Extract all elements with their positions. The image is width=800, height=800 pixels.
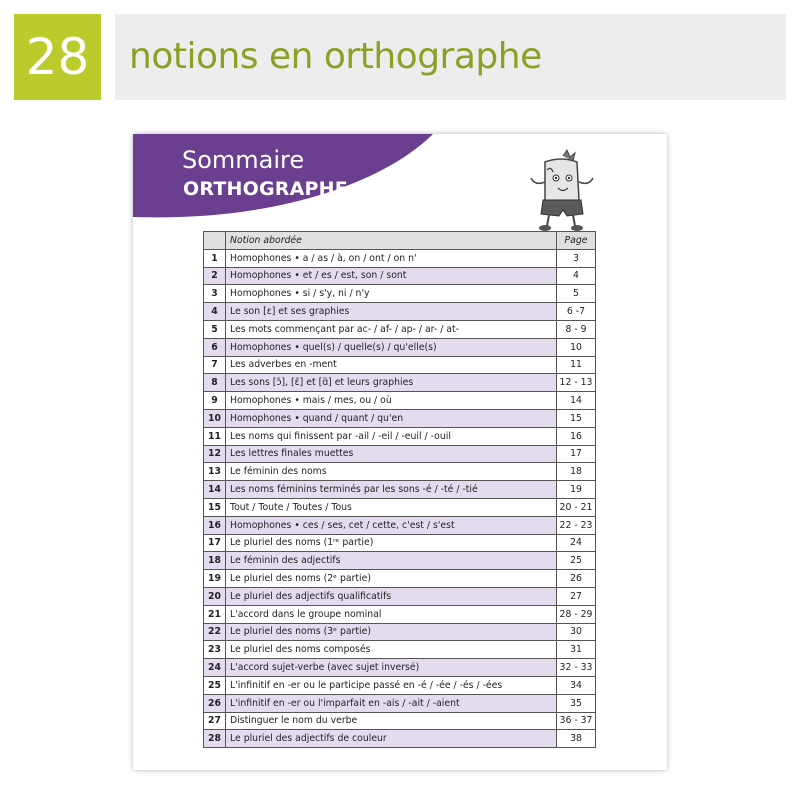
row-number: 22 [204,623,226,641]
row-page: 26 [557,570,596,588]
row-page: 27 [557,587,596,605]
row-notion: L'accord dans le groupe nominal [226,605,557,623]
row-number: 24 [204,659,226,677]
column-header-number [204,232,226,250]
row-notion: Le pluriel des noms (3ᵉ partie) [226,623,557,641]
row-page: 15 [557,409,596,427]
row-number: 6 [204,338,226,356]
row-notion: Les mots commençant par ac- / af- / ap- / ar- / at- [226,320,557,338]
row-number: 19 [204,570,226,588]
row-number: 28 [204,730,226,748]
row-number: 12 [204,445,226,463]
table-row [204,712,596,730]
table-row [204,730,596,748]
table-row [204,516,596,534]
row-page: 36 - 37 [557,712,596,730]
row-notion: Homophones • quel(s) / quelle(s) / qu'elle(s) [226,338,557,356]
row-page: 22 - 23 [557,516,596,534]
table-row [204,249,596,267]
chapter-number-badge: 28 [14,14,101,100]
row-page: 19 [557,481,596,499]
row-number: 8 [204,374,226,392]
row-number: 2 [204,267,226,285]
row-page: 14 [557,392,596,410]
row-page: 17 [557,445,596,463]
title-bar [115,14,786,100]
table-row [204,694,596,712]
row-number: 14 [204,481,226,499]
table-row [204,285,596,303]
table-row [204,552,596,570]
row-number: 5 [204,320,226,338]
row-notion: Tout / Toute / Toutes / Tous [226,498,557,516]
row-page: 31 [557,641,596,659]
table-row [204,392,596,410]
column-header-page: Page [557,232,596,250]
row-notion: L'infinitif en -er ou le participe passé en -é / -ée / -és / -ées [226,676,557,694]
row-notion: Le féminin des noms [226,463,557,481]
row-number: 26 [204,694,226,712]
row-number: 16 [204,516,226,534]
row-notion: Homophones • ces / ses, cet / cette, c'est / s'est [226,516,557,534]
row-number: 15 [204,498,226,516]
row-number: 4 [204,303,226,321]
table-row [204,570,596,588]
row-page: 16 [557,427,596,445]
table-row [204,409,596,427]
row-notion: Le pluriel des adjectifs de couleur [226,730,557,748]
table-row [204,463,596,481]
mascot-icon [523,148,598,233]
row-notion: L'accord sujet-verbe (avec sujet inversé) [226,659,557,677]
row-page: 32 - 33 [557,659,596,677]
row-notion: Les lettres finales muettes [226,445,557,463]
row-page: 20 - 21 [557,498,596,516]
row-notion: Homophones • a / as / à, on / ont / on n' [226,249,557,267]
column-header-notion: Notion abordée [226,232,557,250]
row-page: 8 - 9 [557,320,596,338]
row-page: 11 [557,356,596,374]
row-notion: Distinguer le nom du verbe [226,712,557,730]
page-title: notions en orthographe [129,36,542,77]
table-row [204,623,596,641]
row-notion: Homophones • si / s'y, ni / n'y [226,285,557,303]
table-row [204,659,596,677]
row-notion: Les noms qui finissent par -ail / -eil / -euil / -ouil [226,427,557,445]
row-number: 27 [204,712,226,730]
row-notion: Homophones • et / es / est, son / sont [226,267,557,285]
row-number: 18 [204,552,226,570]
table-row [204,303,596,321]
row-notion: Le féminin des adjectifs [226,552,557,570]
table-row [204,427,596,445]
row-number: 20 [204,587,226,605]
row-number: 7 [204,356,226,374]
table-row [204,320,596,338]
table-row [204,676,596,694]
row-page: 28 - 29 [557,605,596,623]
row-number: 13 [204,463,226,481]
table-header-row [204,232,596,250]
row-number: 3 [204,285,226,303]
row-page: 25 [557,552,596,570]
row-number: 23 [204,641,226,659]
row-notion: Le son [ɛ] et ses graphies [226,303,557,321]
row-page: 10 [557,338,596,356]
row-page: 4 [557,267,596,285]
row-page: 30 [557,623,596,641]
summary-page [133,134,667,770]
row-number: 21 [204,605,226,623]
row-notion: Les sons [ɔ̃], [ɛ̃] et [ɑ̃] et leurs graphies [226,374,557,392]
row-page: 18 [557,463,596,481]
table-row [204,445,596,463]
row-notion: Homophones • quand / quant / qu'en [226,409,557,427]
row-notion: Le pluriel des noms (2ᵉ partie) [226,570,557,588]
row-page: 6 -7 [557,303,596,321]
row-page: 38 [557,730,596,748]
row-notion: Le pluriel des noms composés [226,641,557,659]
row-notion: L'infinitif en -er ou l'imparfait en -ais / -ait / -aient [226,694,557,712]
row-number: 9 [204,392,226,410]
row-notion: Les noms féminins terminés par les sons -é / -té / -tié [226,481,557,499]
table-row [204,481,596,499]
table-row [204,374,596,392]
summary-title: Sommaire [182,146,305,174]
row-page: 34 [557,676,596,694]
table-row [204,534,596,552]
row-notion: Le pluriel des adjectifs qualificatifs [226,587,557,605]
row-page: 12 - 13 [557,374,596,392]
table-row [204,605,596,623]
summary-subtitle: ORTHOGRAPHE [183,178,348,200]
table-row [204,587,596,605]
table-row [204,267,596,285]
row-number: 11 [204,427,226,445]
row-notion: Le pluriel des noms (1ʳᵉ partie) [226,534,557,552]
row-number: 1 [204,249,226,267]
row-number: 25 [204,676,226,694]
table-row [204,356,596,374]
row-page: 3 [557,249,596,267]
row-notion: Les adverbes en -ment [226,356,557,374]
table-row [204,498,596,516]
row-page: 35 [557,694,596,712]
row-notion: Homophones • mais / mes, ou / où [226,392,557,410]
row-number: 17 [204,534,226,552]
row-page: 5 [557,285,596,303]
row-number: 10 [204,409,226,427]
table-row [204,641,596,659]
table-row [204,338,596,356]
summary-table [203,231,596,748]
row-page: 24 [557,534,596,552]
